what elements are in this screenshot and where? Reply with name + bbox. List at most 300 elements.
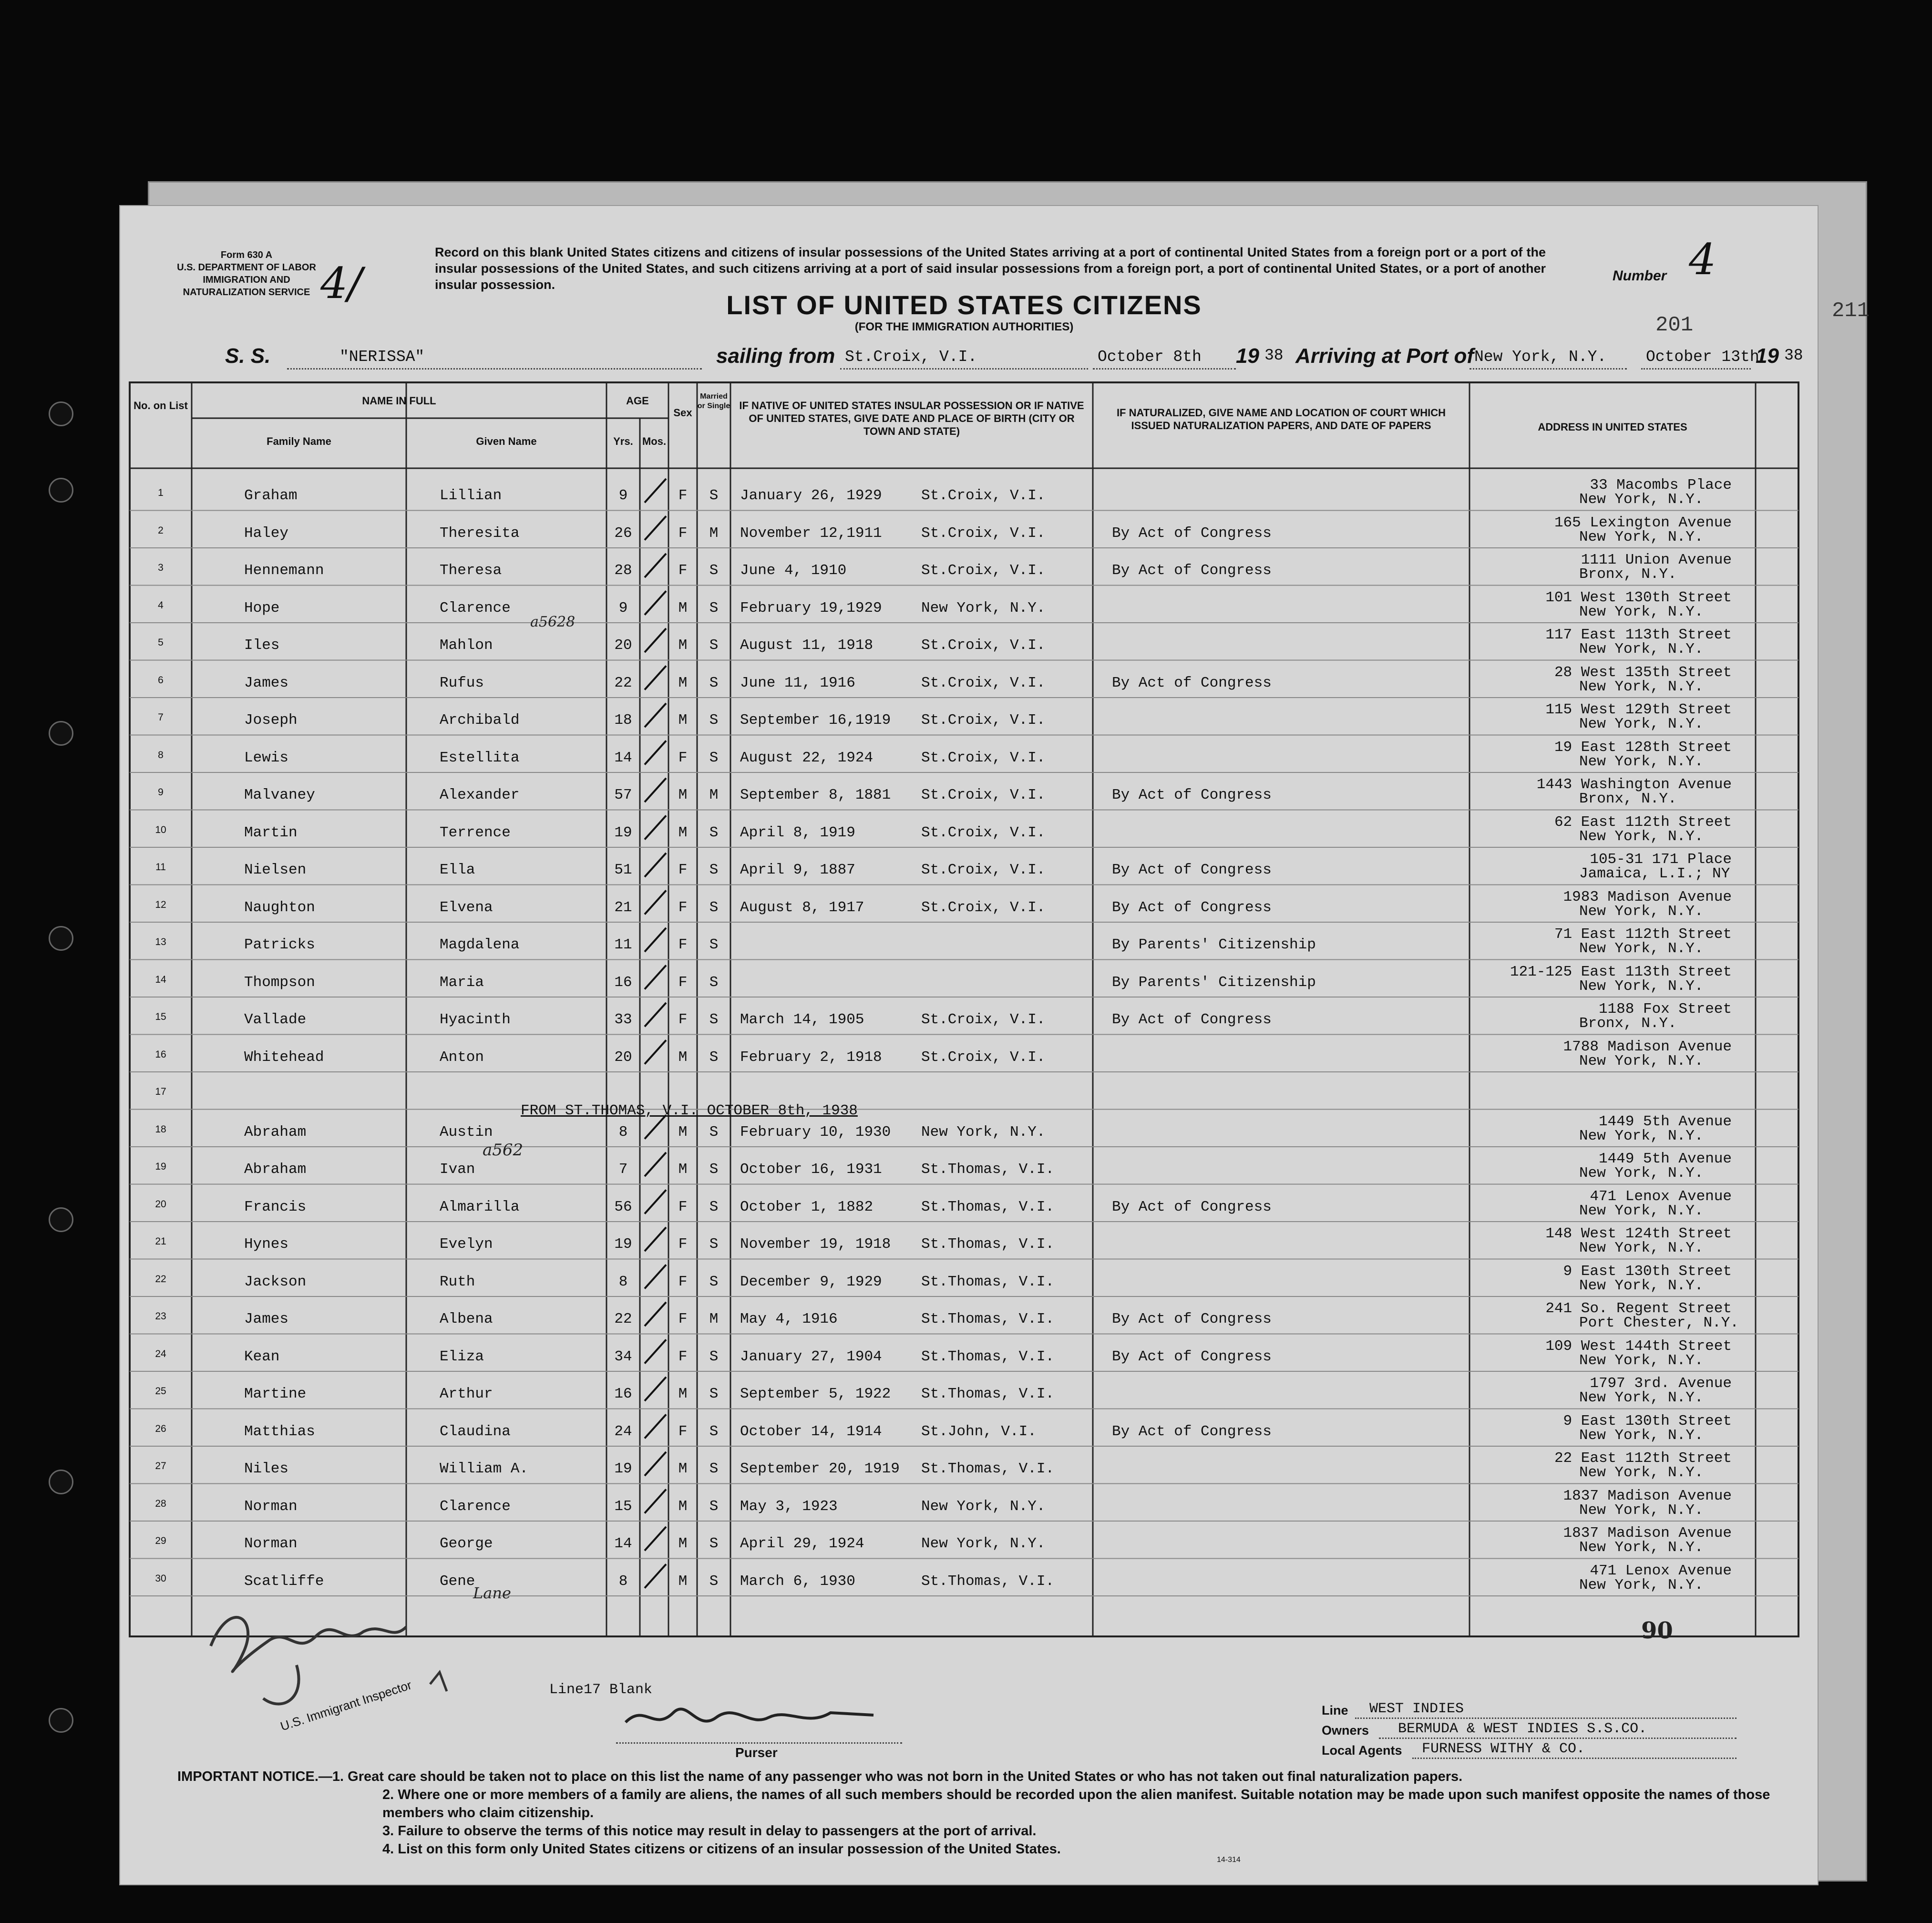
family-name: Kean [244,1348,280,1365]
marital-status: S [709,1011,719,1028]
age-years: 51 [614,862,632,878]
sailing-from-label: sailing from [716,344,835,368]
family-name: Malvaney [244,787,315,803]
sex: F [678,1348,688,1365]
naturalization: By Act of Congress [1112,524,1272,542]
birth-place: St.Croix, V.I. [921,749,1046,766]
family-name: Abraham [244,1161,307,1178]
given-name: Ella [440,862,475,878]
address-line-1: 1837 Madison Avenue [1563,1525,1732,1542]
age-years: 22 [614,674,632,691]
address-line-1: 9 East 130th Street [1563,1412,1732,1429]
birth-place: St.Thomas, V.I. [921,1460,1055,1477]
marital-status: S [709,1460,719,1477]
sex: F [678,899,688,916]
address-line-2: New York, N.Y. [1579,678,1704,695]
naturalization: By Act of Congress [1112,899,1272,916]
age-years: 26 [614,524,632,542]
arrival-year-suffix: 38 [1784,347,1803,364]
number-label: Number [1613,268,1667,284]
birth-date: August 22, 1924 [740,749,874,766]
address-line-1: 101 West 130th Street [1545,589,1732,606]
birth-place: St.Croix, V.I. [921,1011,1046,1028]
address-line-2: New York, N.Y. [1579,716,1704,732]
naturalization: By Act of Congress [1112,1348,1272,1365]
sex: M [678,674,688,691]
purser-label: Purser [735,1745,778,1760]
birth-place: St.Thomas, V.I. [921,1348,1055,1365]
row-number: 13 [155,936,166,947]
marital-status: S [709,674,719,691]
family-name: Matthias [244,1423,315,1440]
address-line-2: Bronx, N.Y. [1579,791,1677,807]
row-number: 12 [155,899,166,910]
birth-place: St.Thomas, V.I. [921,1273,1055,1290]
sex: F [678,1011,688,1028]
birth-place: St.Thomas, V.I. [921,1311,1055,1327]
age-years: 19 [614,824,632,841]
punch-hole [49,401,73,426]
family-name: Niles [244,1460,289,1477]
age-years: 8 [618,1273,628,1290]
address-line-2: New York, N.Y. [1579,1501,1704,1519]
sex: M [678,1386,688,1402]
family-name: Martine [244,1386,307,1402]
from-port: St.Croix, V.I. [845,348,977,366]
address-line-1: 1983 Madison Avenue [1563,888,1732,905]
birth-place: St.Croix, V.I. [921,1049,1046,1066]
total-count: 90 [1641,1617,1673,1644]
row-number: 18 [155,1123,166,1135]
row-number: 14 [155,974,166,985]
family-name: Hope [244,599,280,617]
sex: M [678,1573,688,1590]
birth-date: March 6, 1930 [740,1573,855,1590]
header-instructions: Record on this blank United States citizens and citizens of insular possessions of the United States arriving at a port of continental United States from a foreign port or a port of the insular possessions of the United States, and such citizens arriving at a port of said insular possessions from a foreign port, a port of continental United States, or a port of another insular possession. [435,245,1546,292]
birth-date: October 14, 1914 [740,1423,882,1440]
marital-status: S [709,1123,719,1141]
col-name-in-full: NAME IN FULL [362,395,436,407]
important-notice [177,1768,1808,1858]
address-line-2: New York, N.Y. [1579,1277,1704,1294]
birth-place: St.Thomas, V.I. [921,1161,1055,1178]
sex: F [678,749,688,766]
birth-place: New York, N.Y. [921,1123,1046,1141]
marital-status: S [709,1198,719,1215]
manifest-page [119,205,1870,1885]
birth-date: June 4, 1910 [740,562,847,579]
marital-status: S [709,1273,719,1290]
address-line-1: 117 East 113th Street [1545,627,1732,643]
given-name: Austin [440,1123,493,1141]
line-label: Line [1322,1703,1348,1717]
handwritten-given-note-row30: Lane [473,1584,511,1602]
given-name: Mahlon [440,637,493,654]
address-line-2: New York, N.Y. [1579,977,1704,995]
birth-date: April 8, 1919 [740,824,855,841]
line17-note: Line17 Blank [549,1682,653,1698]
marital-status: S [709,712,719,729]
arrival-port: New York, N.Y. [1474,348,1607,366]
age-years: 16 [614,1386,632,1402]
marital-status: M [709,787,719,803]
family-name: Norman [244,1498,298,1515]
naturalization: By Act of Congress [1112,674,1272,691]
birth-date: February 10, 1930 [740,1123,891,1141]
naturalization: By Act of Congress [1112,1311,1272,1327]
page-subtitle: (FOR THE IMMIGRATION AUTHORITIES) [854,320,1074,333]
address-line-2: New York, N.Y. [1579,1165,1704,1182]
sex: F [678,1236,688,1253]
number-value: 4 [1689,235,1716,285]
birth-place: St.Thomas, V.I. [921,1573,1055,1590]
birth-date: March 14, 1905 [740,1011,864,1028]
address-line-1: 62 East 112th Street [1554,813,1732,831]
marital-status: S [709,1348,719,1365]
address-line-2: New York, N.Y. [1579,753,1704,770]
punch-hole [49,1207,73,1232]
age-years: 22 [614,1311,632,1327]
punch-hole [49,478,73,503]
age-years: 15 [614,1498,632,1515]
age-years: 14 [614,749,632,766]
marital-status: M [709,1311,719,1327]
row-number: 15 [155,1011,166,1022]
address-line-1: 1188 Fox Street [1598,1001,1732,1018]
address-line-2: New York, N.Y. [1579,1427,1704,1444]
year-suffix: 38 [1264,347,1284,364]
col-no: No. on List [134,400,188,411]
birth-place: St.Thomas, V.I. [921,1236,1055,1253]
address-line-1: 1443 Washington Avenue [1536,776,1732,793]
marital-status: S [709,1049,719,1066]
page-stamp: 201 [1655,313,1694,337]
birth-date: April 9, 1887 [740,862,855,878]
family-name: Whitehead [244,1049,324,1066]
row-number: 4 [158,599,164,611]
birth-place: New York, N.Y. [921,1535,1046,1552]
birth-place: New York, N.Y. [921,599,1046,617]
age-years: 57 [614,787,632,803]
row-number: 2 [158,524,164,536]
family-name: Iles [244,637,280,654]
inspector-label: U.S. Immigrant Inspector [278,1677,413,1734]
arrival-year-prefix: 19 [1756,344,1779,368]
address-line-2: New York, N.Y. [1579,903,1704,920]
birth-date: December 9, 1929 [740,1273,882,1290]
naturalization: By Act of Congress [1112,562,1272,579]
sex: F [678,1273,688,1290]
sex: F [678,1423,688,1440]
sex: M [678,637,688,654]
birth-place: St.Croix, V.I. [921,487,1046,504]
family-name: James [244,674,289,691]
address-line-1: 121-125 East 113th Street [1510,963,1732,980]
section-header: FROM ST.THOMAS, V.I. OCTOBER 8th, 1938 [521,1102,858,1119]
birth-place: St.Croix, V.I. [921,674,1046,691]
address-line-2: New York, N.Y. [1579,1389,1704,1406]
family-name: Norman [244,1535,298,1552]
address-line-2: New York, N.Y. [1579,828,1704,845]
marital-status: S [709,487,719,504]
birth-place: St.John, V.I. [921,1423,1037,1440]
row-number: 16 [155,1049,166,1060]
given-name: Terrence [440,824,511,841]
age-years: 8 [618,1123,628,1141]
naturalization: By Act of Congress [1112,862,1272,878]
address-line-2: New York, N.Y. [1579,1352,1704,1369]
address-line-2: New York, N.Y. [1579,1127,1704,1144]
birth-date: May 3, 1923 [740,1498,838,1515]
marital-status: S [709,974,719,991]
age-years: 28 [614,562,632,579]
form-code: 14-314 [1217,1856,1241,1864]
row-number: 25 [155,1386,166,1397]
naturalization: By Parents' Citizenship [1112,936,1316,953]
row-number: 30 [155,1573,166,1584]
punch-hole [49,721,73,746]
year-prefix: 19 [1236,344,1259,368]
birth-date: August 8, 1917 [740,899,864,916]
address-line-1: 28 West 135th Street [1554,664,1732,681]
marital-status: S [709,1498,719,1515]
birth-date: September 5, 1922 [740,1386,891,1402]
birth-date: October 16, 1931 [740,1161,882,1178]
naturalization: By Act of Congress [1112,1198,1272,1215]
sex: M [678,1161,688,1178]
address-line-1: 241 So. Regent Street [1545,1300,1732,1317]
marital-status: M [709,524,719,542]
naturalization: By Act of Congress [1112,1011,1272,1028]
address-line-1: 1837 Madison Avenue [1563,1487,1732,1504]
birth-date: September 20, 1919 [740,1460,900,1477]
age-years: 9 [618,487,628,504]
col-sex: Sex [673,407,692,419]
marital-status: S [709,862,719,878]
arrival-date: October 13th [1646,348,1759,366]
birth-date: November 12,1911 [740,524,882,542]
notice-item-4: 4. List on this form only United States citizens or citizens of an insular possession of the United States. [382,1841,1061,1857]
address-line-1: 9 East 130th Street [1563,1263,1732,1280]
sex: F [678,562,688,579]
sex: M [678,1049,688,1066]
age-years: 21 [614,899,632,916]
birth-place: New York, N.Y. [921,1498,1046,1515]
marital-status: S [709,749,719,766]
notice-item-1: IMPORTANT NOTICE.—1. Great care should be taken not to place on this list the name of any passenger who was not born in the United States or who has not taken out final naturalization papers. [177,1769,1463,1784]
sex: M [678,599,688,617]
address-line-1: 19 East 128th Street [1554,739,1732,756]
marital-status: S [709,1236,719,1253]
handwritten-tally: 4/ [320,258,362,309]
row-number: 27 [155,1460,166,1471]
family-name: James [244,1311,289,1327]
birth-date: May 4, 1916 [740,1311,838,1327]
address-line-1: 471 Lenox Avenue [1590,1188,1732,1205]
family-name: Scatliffe [244,1573,324,1590]
row-number: 21 [155,1236,166,1247]
purser-signature [606,1698,893,1741]
sex: M [678,824,688,841]
row-number: 10 [155,824,166,835]
age-years: 34 [614,1348,632,1365]
row-number: 29 [155,1535,166,1546]
age-years: 20 [614,1049,632,1066]
given-name: Elvena [440,899,493,916]
address-line-1: 1449 5th Avenue [1598,1113,1732,1130]
address-line-2: New York, N.Y. [1579,641,1704,658]
birth-place: St.Croix, V.I. [921,524,1046,542]
age-years: 19 [614,1236,632,1253]
address-line-1: 105-31 171 Place [1590,851,1732,868]
given-name: Clarence [440,1498,511,1515]
sex: F [678,487,688,504]
arriving-label: Arriving at Port of [1295,344,1474,368]
given-name: Hyacinth [440,1011,511,1028]
given-name: Evelyn [440,1236,493,1253]
row-number: 7 [158,712,164,723]
col-mos: Mos. [642,435,667,447]
service-line-1: IMMIGRATION AND [203,275,290,285]
sex: F [678,1198,688,1215]
handwritten-note-row18: a562 [483,1141,524,1160]
marital-status: S [709,1423,719,1440]
punch-hole [49,926,73,951]
family-name: Abraham [244,1123,307,1141]
birth-date: September 8, 1881 [740,787,891,803]
notice-item-2: 2. Where one or more members of a family are aliens, the names of all such members should be recorded upon the alien manifest. Suitable notation may be made upon such manifest opposite the names of those members who claim citizenship. [382,1787,1770,1820]
birth-date: February 2, 1918 [740,1049,882,1066]
given-name: Ivan [440,1161,475,1178]
sheet-stamp: 211 [1832,299,1870,323]
naturalization: By Act of Congress [1112,1423,1272,1440]
agents-value: FURNESS WITHY & CO. [1422,1741,1585,1757]
address-line-2: New York, N.Y. [1579,491,1704,508]
address-line-1: 22 East 112th Street [1554,1450,1732,1467]
address-line-1: 1797 3rd. Avenue [1590,1375,1732,1392]
age-years: 18 [614,712,632,729]
notice-item-3: 3. Failure to observe the terms of this notice may result in delay to passengers at the port of arrival. [382,1823,1037,1839]
row-number: 23 [155,1311,166,1322]
address-line-2: New York, N.Y. [1579,1052,1704,1069]
birth-place: St.Croix, V.I. [921,637,1046,654]
given-name: Magdalena [440,936,520,953]
marital-status: S [709,1573,719,1590]
marital-status: S [709,1535,719,1552]
row-number: 22 [155,1273,166,1285]
family-name: Martin [244,824,298,841]
family-name: Hennemann [244,562,324,579]
family-name: Patricks [244,936,315,953]
given-name: Archibald [440,712,520,729]
address-line-2: New York, N.Y. [1579,1240,1704,1256]
given-name: George [440,1535,493,1552]
line-value: WEST INDIES [1369,1701,1464,1717]
given-name: Anton [440,1049,484,1066]
col-given: Given Name [476,435,537,447]
address-line-2: New York, N.Y. [1579,940,1704,957]
birth-place: St.Thomas, V.I. [921,1198,1055,1215]
address-line-1: 1111 Union Avenue [1581,552,1732,568]
birth-date: January 27, 1904 [740,1348,882,1365]
owners-value: BERMUDA & WEST INDIES S.S.CO. [1398,1721,1647,1737]
row-number: 9 [158,787,164,798]
address-line-1: 165 Lexington Avenue [1554,514,1732,531]
address-line-2: New York, N.Y. [1579,1464,1704,1481]
row-number: 19 [155,1161,166,1172]
marital-status: S [709,1161,719,1178]
address-line-1: 148 West 124th Street [1545,1225,1732,1242]
family-name: Nielsen [244,862,307,878]
age-years: 14 [614,1535,632,1552]
sex: F [678,862,688,878]
department: U.S. DEPARTMENT OF LABOR [177,262,316,273]
family-name: Vallade [244,1011,307,1028]
col-address: ADDRESS IN UNITED STATES [1538,421,1687,433]
sex: F [678,936,688,953]
birth-date: September 16,1919 [740,712,891,729]
address-line-2: New York, N.Y. [1579,603,1704,620]
inspector-signature [201,1589,497,1741]
given-name: Ruth [440,1273,475,1290]
address-line-1: 1788 Madison Avenue [1563,1038,1732,1055]
col-birth: IF NATIVE OF UNITED STATES INSULAR POSSESSION OR IF NATIVE OF UNITED STATES, GIVE DATE AND PLACE OF BIRTH (CITY OR TOWN AND STATE) [739,400,1084,437]
page-title: LIST OF UNITED STATES CITIZENS [726,290,1202,320]
address-line-2: Port Chester, N.Y. [1579,1315,1739,1331]
row-number: 24 [155,1348,166,1359]
row-number: 5 [158,637,164,648]
row-number: 20 [155,1198,166,1210]
address-line-1: 1449 5th Avenue [1598,1151,1732,1167]
service-line-2: NATURALIZATION SERVICE [183,287,310,298]
given-name: Alexander [440,787,520,803]
address-line-2: New York, N.Y. [1579,1576,1704,1594]
sex: M [678,787,688,803]
age-years: 33 [614,1011,632,1028]
birth-place: St.Thomas, V.I. [921,1386,1055,1402]
given-name: Lillian [440,487,502,504]
ss-label: S. S. [225,344,271,368]
row-number: 28 [155,1498,166,1509]
col-age: AGE [626,395,649,407]
given-name: Theresita [440,524,520,542]
family-name: Francis [244,1198,307,1215]
marital-status: S [709,824,719,841]
col-family: Family Name [267,435,331,447]
row-number: 17 [155,1086,166,1097]
row-number: 11 [155,862,166,873]
given-name: Almarilla [440,1198,520,1215]
address-line-1: 71 East 112th Street [1554,926,1732,943]
age-years: 16 [614,974,632,991]
given-name: Clarence [440,599,511,617]
given-name: Theresa [440,562,502,579]
col-naturalized: IF NATURALIZED, GIVE NAME AND LOCATION OF COURT WHICH ISSUED NATURALIZATION PAPERS, AND DATE OF PAPERS [1116,407,1446,432]
birth-date: January 26, 1929 [740,487,882,504]
birth-place: St.Croix, V.I. [921,787,1046,803]
given-name: Gene [440,1573,475,1590]
marital-status: S [709,1386,719,1402]
marital-status: S [709,936,719,953]
punch-hole [49,1708,73,1733]
birth-date: February 19,1929 [740,599,882,617]
address-line-1: 115 West 129th Street [1545,701,1732,718]
marital-status: S [709,899,719,916]
row-number: 3 [158,562,164,573]
from-date: October 8th [1098,348,1202,366]
owners-label: Owners [1322,1723,1369,1738]
sex: M [678,1460,688,1477]
